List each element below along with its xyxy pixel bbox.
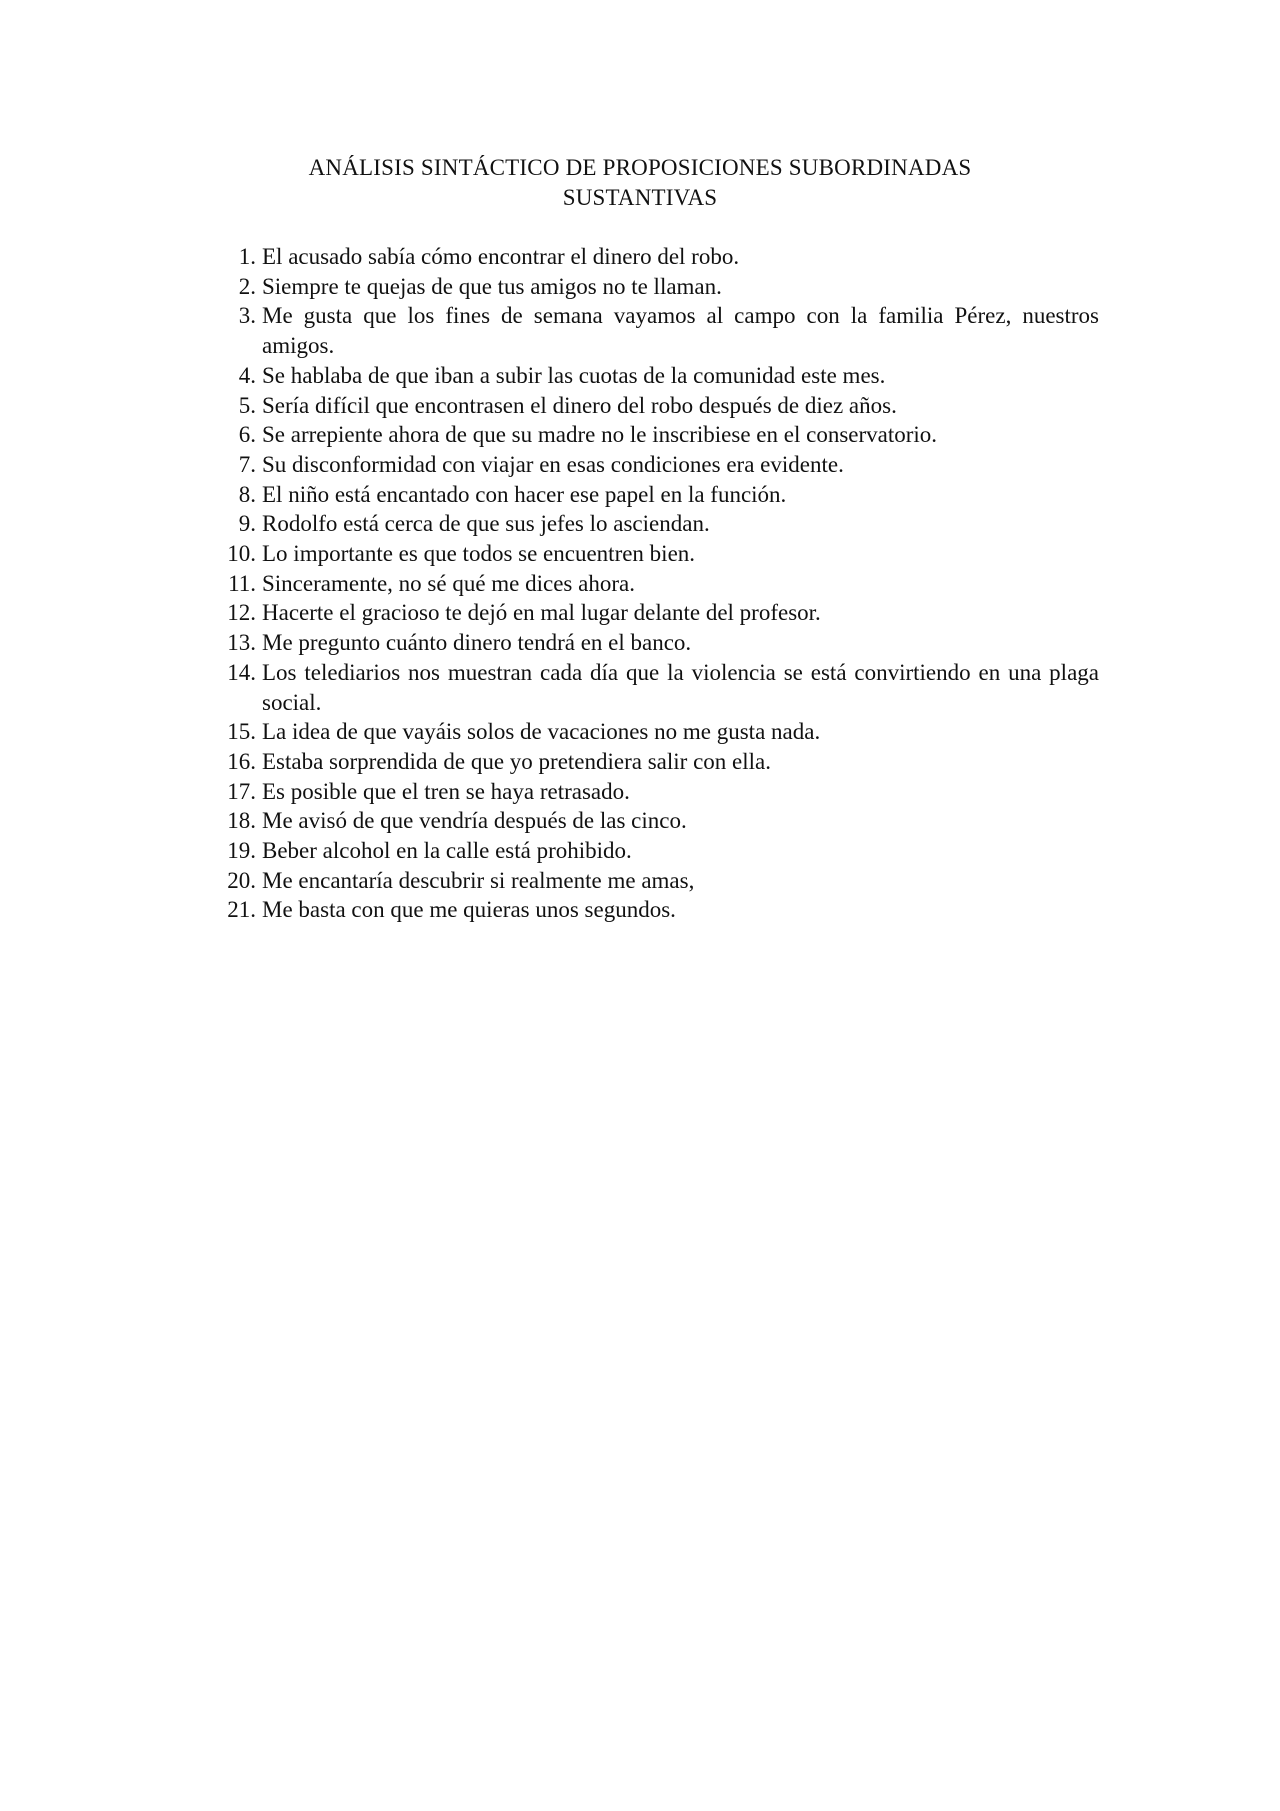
page-title [220,153,1060,213]
item-text: Me gusta que los fines de semana vayamos al campo con la familia Pérez, nuestros amigos. [262,303,1099,359]
item-number: 21. [227,897,256,923]
item-number: 7. [238,451,256,477]
item-number: 9. [238,511,256,537]
item-number: 5. [238,392,256,418]
list-item [218,450,1099,480]
item-text: Su disconformidad con viajar en esas condiciones era evidente. [262,451,844,477]
item-number: 10. [227,541,256,567]
list-item [218,242,1099,272]
list-item [218,420,1099,450]
list-item [218,717,1099,747]
list-item [218,895,1099,925]
item-number: 1. [238,244,256,269]
item-text: Se arrepiente ahora de que su madre no le inscribiese en el conservatorio. [262,422,938,448]
item-number: 2. [238,273,256,299]
item-number: 8. [238,481,256,507]
item-text: Hacerte el gracioso te dejó en mal lugar delante del profesor. [262,600,821,626]
list-item [218,301,1099,360]
list-item [218,598,1099,628]
list-item [218,836,1099,866]
list-item [218,272,1099,302]
item-number: 12. [227,600,256,626]
item-text: Siempre te quejas de que tus amigos no te llaman. [262,273,722,299]
item-number: 19. [227,838,256,864]
item-number: 17. [227,778,256,804]
item-number: 3. [238,303,256,329]
title-line-1: ANÁLISIS SINTÁCTICO DE PROPOSICIONES SUBORDINADAS [308,155,972,180]
item-text: Sería difícil que encontrasen el dinero del robo después de diez años. [262,392,897,418]
item-number: 13. [227,630,256,656]
item-text: Me encantaría descubrir si realmente me amas, [262,867,695,893]
item-text: Beber alcohol en la calle está prohibido. [262,838,632,864]
list-item [218,866,1099,896]
exercise-list [218,242,1099,925]
item-text: Los telediarios nos muestran cada día que la violencia se está convirtiendo en una plaga social. [262,659,1099,715]
item-number: 16. [227,748,256,774]
item-text: Se hablaba de que iban a subir las cuotas de la comunidad este mes. [262,362,886,388]
list-item [218,569,1099,599]
item-number: 11. [228,570,256,596]
item-text: Me pregunto cuánto dinero tendrá en el banco. [262,630,692,656]
item-text: Rodolfo está cerca de que sus jefes lo asciendan. [262,511,710,537]
list-item [218,628,1099,658]
item-number: 4. [238,362,256,388]
item-text: El niño está encantado con hacer ese papel en la función. [262,481,787,507]
item-text: Estaba sorprendida de que yo pretendiera salir con ella. [262,748,771,774]
list-item [218,539,1099,569]
title-line-2: SUSTANTIVAS [562,185,718,210]
item-text: La idea de que vayáis solos de vacaciones no me gusta nada. [262,719,821,745]
list-item [218,391,1099,421]
item-number: 20. [227,867,256,893]
item-text: El acusado sabía cómo encontrar el dinero del robo. [262,244,740,269]
item-text: Sinceramente, no sé qué me dices ahora. [262,570,635,596]
list-item [218,806,1099,836]
item-number: 18. [227,808,256,834]
list-item [218,747,1099,777]
item-text: Lo importante es que todos se encuentren bien. [262,541,696,567]
item-text: Me avisó de que vendría después de las cinco. [262,808,687,834]
list-item [218,658,1099,717]
list-item [218,361,1099,391]
list-item [218,480,1099,510]
item-number: 6. [238,422,256,448]
item-number: 15. [227,719,256,745]
list-item [218,777,1099,807]
item-text: Es posible que el tren se haya retrasado. [262,778,630,804]
item-text: Me basta con que me quieras unos segundos. [262,897,676,923]
list-item [218,509,1099,539]
item-number: 14. [227,659,256,685]
